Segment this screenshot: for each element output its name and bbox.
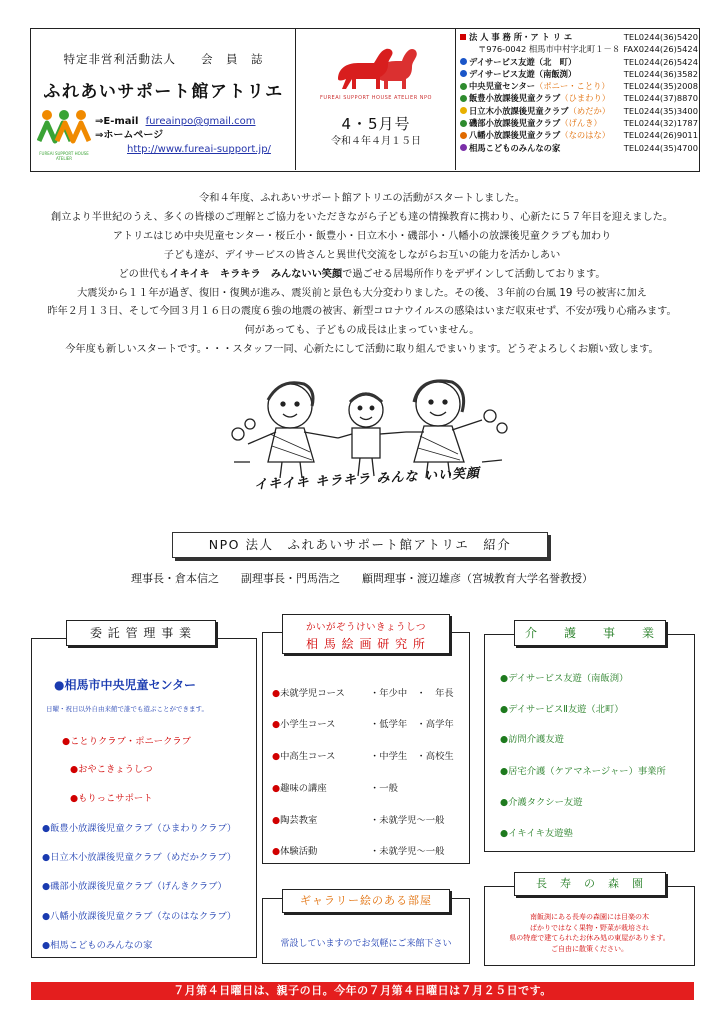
bullet-dot-icon	[460, 58, 467, 65]
org-name: ふれあいサポート館アトリエ	[43, 82, 284, 102]
course-name: 小学生コース	[280, 719, 336, 730]
directory-item	[460, 56, 698, 68]
intro-highlight-line	[0, 266, 724, 285]
care-service-item: ●居宅介護（ケアマネージャー）事業所	[500, 766, 666, 777]
directory-item-sub: （なのはな）	[560, 130, 611, 141]
directory-item-tel: TEL0244(35)2008	[623, 81, 698, 92]
directory-item-name: 日立木小放課後児童クラブ	[469, 105, 569, 116]
directory-item	[460, 68, 698, 80]
commissioned-item: ●おやこきょうしつ	[70, 764, 153, 775]
course-target: ・一般	[370, 783, 398, 794]
directory-item-name: 磯部小放課後児童クラブ	[469, 118, 561, 129]
directory-list	[460, 31, 698, 154]
bullet-dot-icon	[460, 83, 467, 90]
gallery-title: ギャラリー絵のある部屋	[282, 889, 450, 913]
commissioned-item: ●日立木小放課後児童クラブ（めだかクラブ）	[42, 852, 237, 863]
care-service-item: ●イキイキ友遊塾	[500, 828, 573, 839]
forest-garden-line: 県の特産で建てられたお休み処の東屋があります。	[509, 934, 670, 942]
commissioned-item: ●相馬こどものみんなの家	[42, 940, 153, 951]
care-service-item: ●デイサービス友遊（南飯渕）	[500, 673, 629, 684]
directory-item-sub: （げんき）	[560, 118, 602, 129]
small-logo-caption: FUREAI SUPPORT HOUSE ATELIER	[39, 151, 89, 161]
course-name: 中高生コース	[280, 751, 336, 762]
intro-line: 昨年２月１３日、そして今回３月１６日の震度６強の地震の被害、新型コロナウイルスの感染はいまだ収束せず、不安が残り心痛みます。	[47, 306, 677, 318]
course-row	[272, 748, 462, 762]
course-row	[272, 843, 462, 857]
directory-item-tel: TEL0244(35)3400	[623, 105, 698, 116]
commissioned-item: ●飯豊小放課後児童クラブ（ひまわりクラブ）	[42, 823, 237, 834]
bullet-dot-icon	[460, 120, 467, 127]
directory-item-sub: （ポニー・ことり）	[535, 81, 610, 92]
commissioned-item: ●八幡小放課後児童クラブ（なのはなクラブ）	[42, 911, 237, 922]
bullet-dot-icon	[460, 95, 467, 102]
children-drawing	[220, 372, 514, 492]
commissioned-item: ●磯部小放課後児童クラブ（げんきクラブ）	[42, 881, 227, 892]
homepage-link[interactable]: http://www.fureai-support.jp/	[127, 144, 271, 155]
course-row	[272, 716, 462, 730]
bullet-dot-icon: ●	[272, 719, 281, 730]
red-square-icon	[460, 34, 466, 40]
care-service-item: ●訪問介護友遊	[500, 734, 564, 745]
bullet-dot-icon: ●	[272, 815, 281, 826]
forest-garden-line: ばかりではなく果物・野菜が栽培され	[530, 923, 649, 932]
issue-number: 4・5月号	[341, 115, 411, 133]
email-label: ⇒E-mail	[95, 116, 139, 127]
course-target: ・低学年 ・高学年	[370, 719, 454, 730]
logo-caption: FUREAI SUPPORT HOUSE ATELIER NPO	[320, 95, 432, 101]
forest-garden-line: ご自由に散策ください。	[551, 944, 628, 953]
intro-line: 令和４年度、ふれあいサポート館アトリエの活動がスタートしました。	[199, 193, 525, 204]
intro-line: 今年度も新しいスタートです。・・・スタッフ一同、心新たにして活動に取り組んでまいります。どうぞよろしくお願い致します。	[65, 344, 659, 356]
directory-items	[460, 56, 698, 154]
directory-item-tel: TEL0244(35)4700	[623, 142, 698, 153]
office-fax: FAX0244(26)5424	[623, 44, 698, 55]
intro-line: 創立より半世紀のうえ、多くの皆様のご理解とご協力をいただきながら子ども達の情操教育に携わり、心新たに５７年目を迎えました。	[50, 211, 674, 223]
course-name: 趣味の講座	[280, 783, 327, 794]
directory-item	[460, 129, 698, 141]
directory-item-name: デイサービス友遊（北 町）	[469, 56, 577, 67]
masthead-title-cell	[31, 29, 296, 170]
intro-text	[0, 190, 724, 360]
homepage-label: ⇒ホームページ	[95, 130, 164, 141]
directory-item-tel: TEL0244(37)8870	[623, 93, 698, 104]
course-name: 陶芸教室	[280, 815, 318, 826]
course-name: 体験活動	[280, 846, 318, 857]
email-link[interactable]: fureainpo@gmail.com	[145, 116, 256, 127]
directory-item-tel: TEL0244(32)1787	[623, 118, 698, 129]
intro-line: 子ども達が、デイサービスの皆さんと異世代交流をしながらお互いの能力を活かしあい	[163, 249, 561, 261]
office-address-row	[460, 43, 698, 55]
care-services-title: 介 護 事 業	[514, 620, 666, 646]
npo-intro-title: NPO 法人 ふれあいサポート館アトリエ 紹介	[172, 532, 548, 558]
art-school-title-main: 相 馬 絵 画 研 究 所	[306, 637, 426, 651]
issue-date: 令和４年４月１５日	[331, 136, 421, 147]
email-line	[95, 115, 271, 129]
directory-item-name: 八幡小放課後児童クラブ	[469, 130, 561, 141]
bullet-dot-icon	[460, 107, 467, 114]
directory-item-sub: （ひまわり）	[560, 93, 611, 104]
intro-highlight-suffix: で過ごせる居場所作りをデザインして活動しております。	[342, 268, 606, 280]
office-tel: TEL0244(36)5420	[623, 32, 698, 42]
course-target: ・中学生 ・高校生	[370, 751, 454, 762]
org-logo-icon	[37, 107, 91, 151]
directory-item-tel: TEL0244(36)3582	[623, 68, 698, 79]
directory-item	[460, 80, 698, 92]
gallery-text: 常設していますのでお気軽にご来館下さい	[280, 939, 452, 949]
art-school-title-kana: かいがぞうけいきょうしつ	[305, 622, 426, 633]
bullet-dot-icon: ●	[272, 688, 281, 699]
directory-item	[460, 117, 698, 129]
directory-cell	[456, 29, 699, 170]
course-target: ・年少中 ・ 年長	[370, 688, 454, 699]
drawing-caption: イキイキ キラキラ みんな いい笑顔	[253, 466, 481, 493]
directory-item-tel: TEL0244(26)5424	[623, 56, 698, 67]
staff-line: 理事長・倉本信之 副理事長・門馬浩之 顧問理事・渡辺雄彦（宮城教育大学名誉教授）	[131, 572, 593, 585]
intro-highlight-prefix: どの世代も	[118, 268, 170, 280]
office-row	[460, 31, 698, 43]
course-row	[272, 812, 462, 826]
directory-item-sub: （めだか）	[568, 105, 611, 116]
intro-line: アトリエはじめ中央児童センター・桜丘小・飯豊小・日立木小・磯部小・八幡小の放課後児童クラブも加わり	[112, 230, 612, 242]
directory-item-name: 相馬こどものみんなの家	[469, 142, 561, 153]
commissioned-item: ●ことりクラブ・ポニークラブ	[62, 736, 191, 747]
office-address: 〒976-0042 相馬市中村字北町１－８	[478, 44, 621, 55]
care-service-item: ●介護タクシー友遊	[500, 797, 583, 808]
bullet-dot-icon: ●	[272, 751, 281, 762]
course-row	[272, 780, 462, 794]
course-target: ・未就学児〜一般	[370, 846, 445, 857]
directory-item-name: 中央児童センター	[469, 81, 536, 92]
masthead	[30, 28, 700, 172]
masthead-logo-cell	[296, 29, 456, 170]
bullet-dot-icon: ●	[272, 783, 281, 794]
org-type: 特定非営利活動法人 会 員 誌	[63, 52, 264, 66]
care-service-item: ●デイサービスⅡ友遊（北町）	[500, 704, 624, 715]
forest-garden-line: 南飯渕にある長寿の森園には目楽の木	[530, 913, 649, 921]
bullet-dot-icon	[460, 70, 467, 77]
forest-garden-title: 長 寿 の 森 園	[514, 872, 666, 896]
office-name: 法 人 事 務 所・ア ト リ エ	[469, 32, 573, 42]
course-row	[272, 685, 462, 699]
commissioned-item: ●もりっこサポート	[70, 793, 153, 804]
commissioned-projects-title: 委 託 管 理 事 業	[66, 620, 216, 646]
central-center-note: 日曜・祝日以外自由来館で誰でも遊ぶことができます。	[46, 705, 208, 713]
central-center-name: ●相馬市中央児童センター	[54, 678, 196, 692]
directory-item	[460, 142, 698, 154]
bullet-dot-icon	[460, 144, 467, 151]
bullet-dot-icon	[460, 132, 467, 139]
forest-garden-text	[484, 912, 695, 954]
intro-highlight-bold: イキイキ キラキラ みんないい笑顔	[169, 268, 343, 280]
directory-item	[460, 105, 698, 117]
horse-logo-icon	[332, 43, 420, 95]
bullet-dot-icon: ●	[272, 846, 281, 857]
course-name: 未就学児コース	[280, 688, 345, 699]
directory-item-tel: TEL0244(26)9011	[623, 130, 698, 141]
directory-item	[460, 92, 698, 104]
intro-line: 大震災から１１年が過ぎ、復旧・復興が進み、震災前と景色も大分変わりました。その後、３年前の台風 19 号の被害に加え	[77, 287, 647, 299]
course-target: ・未就学児〜一般	[370, 815, 445, 826]
bottom-notice: ７月第４日曜日は、親子の日。今年の７月第４日曜日は７月２５日です。	[31, 982, 694, 1000]
intro-line: 何があっても、子どもの成長は止まっていません。	[244, 325, 480, 337]
directory-item-name: デイサービス友遊（南飯渕）	[469, 68, 577, 79]
directory-item-name: 飯豊小放課後児童クラブ	[469, 93, 561, 104]
art-school-title	[282, 614, 450, 654]
contact-block	[95, 115, 271, 157]
